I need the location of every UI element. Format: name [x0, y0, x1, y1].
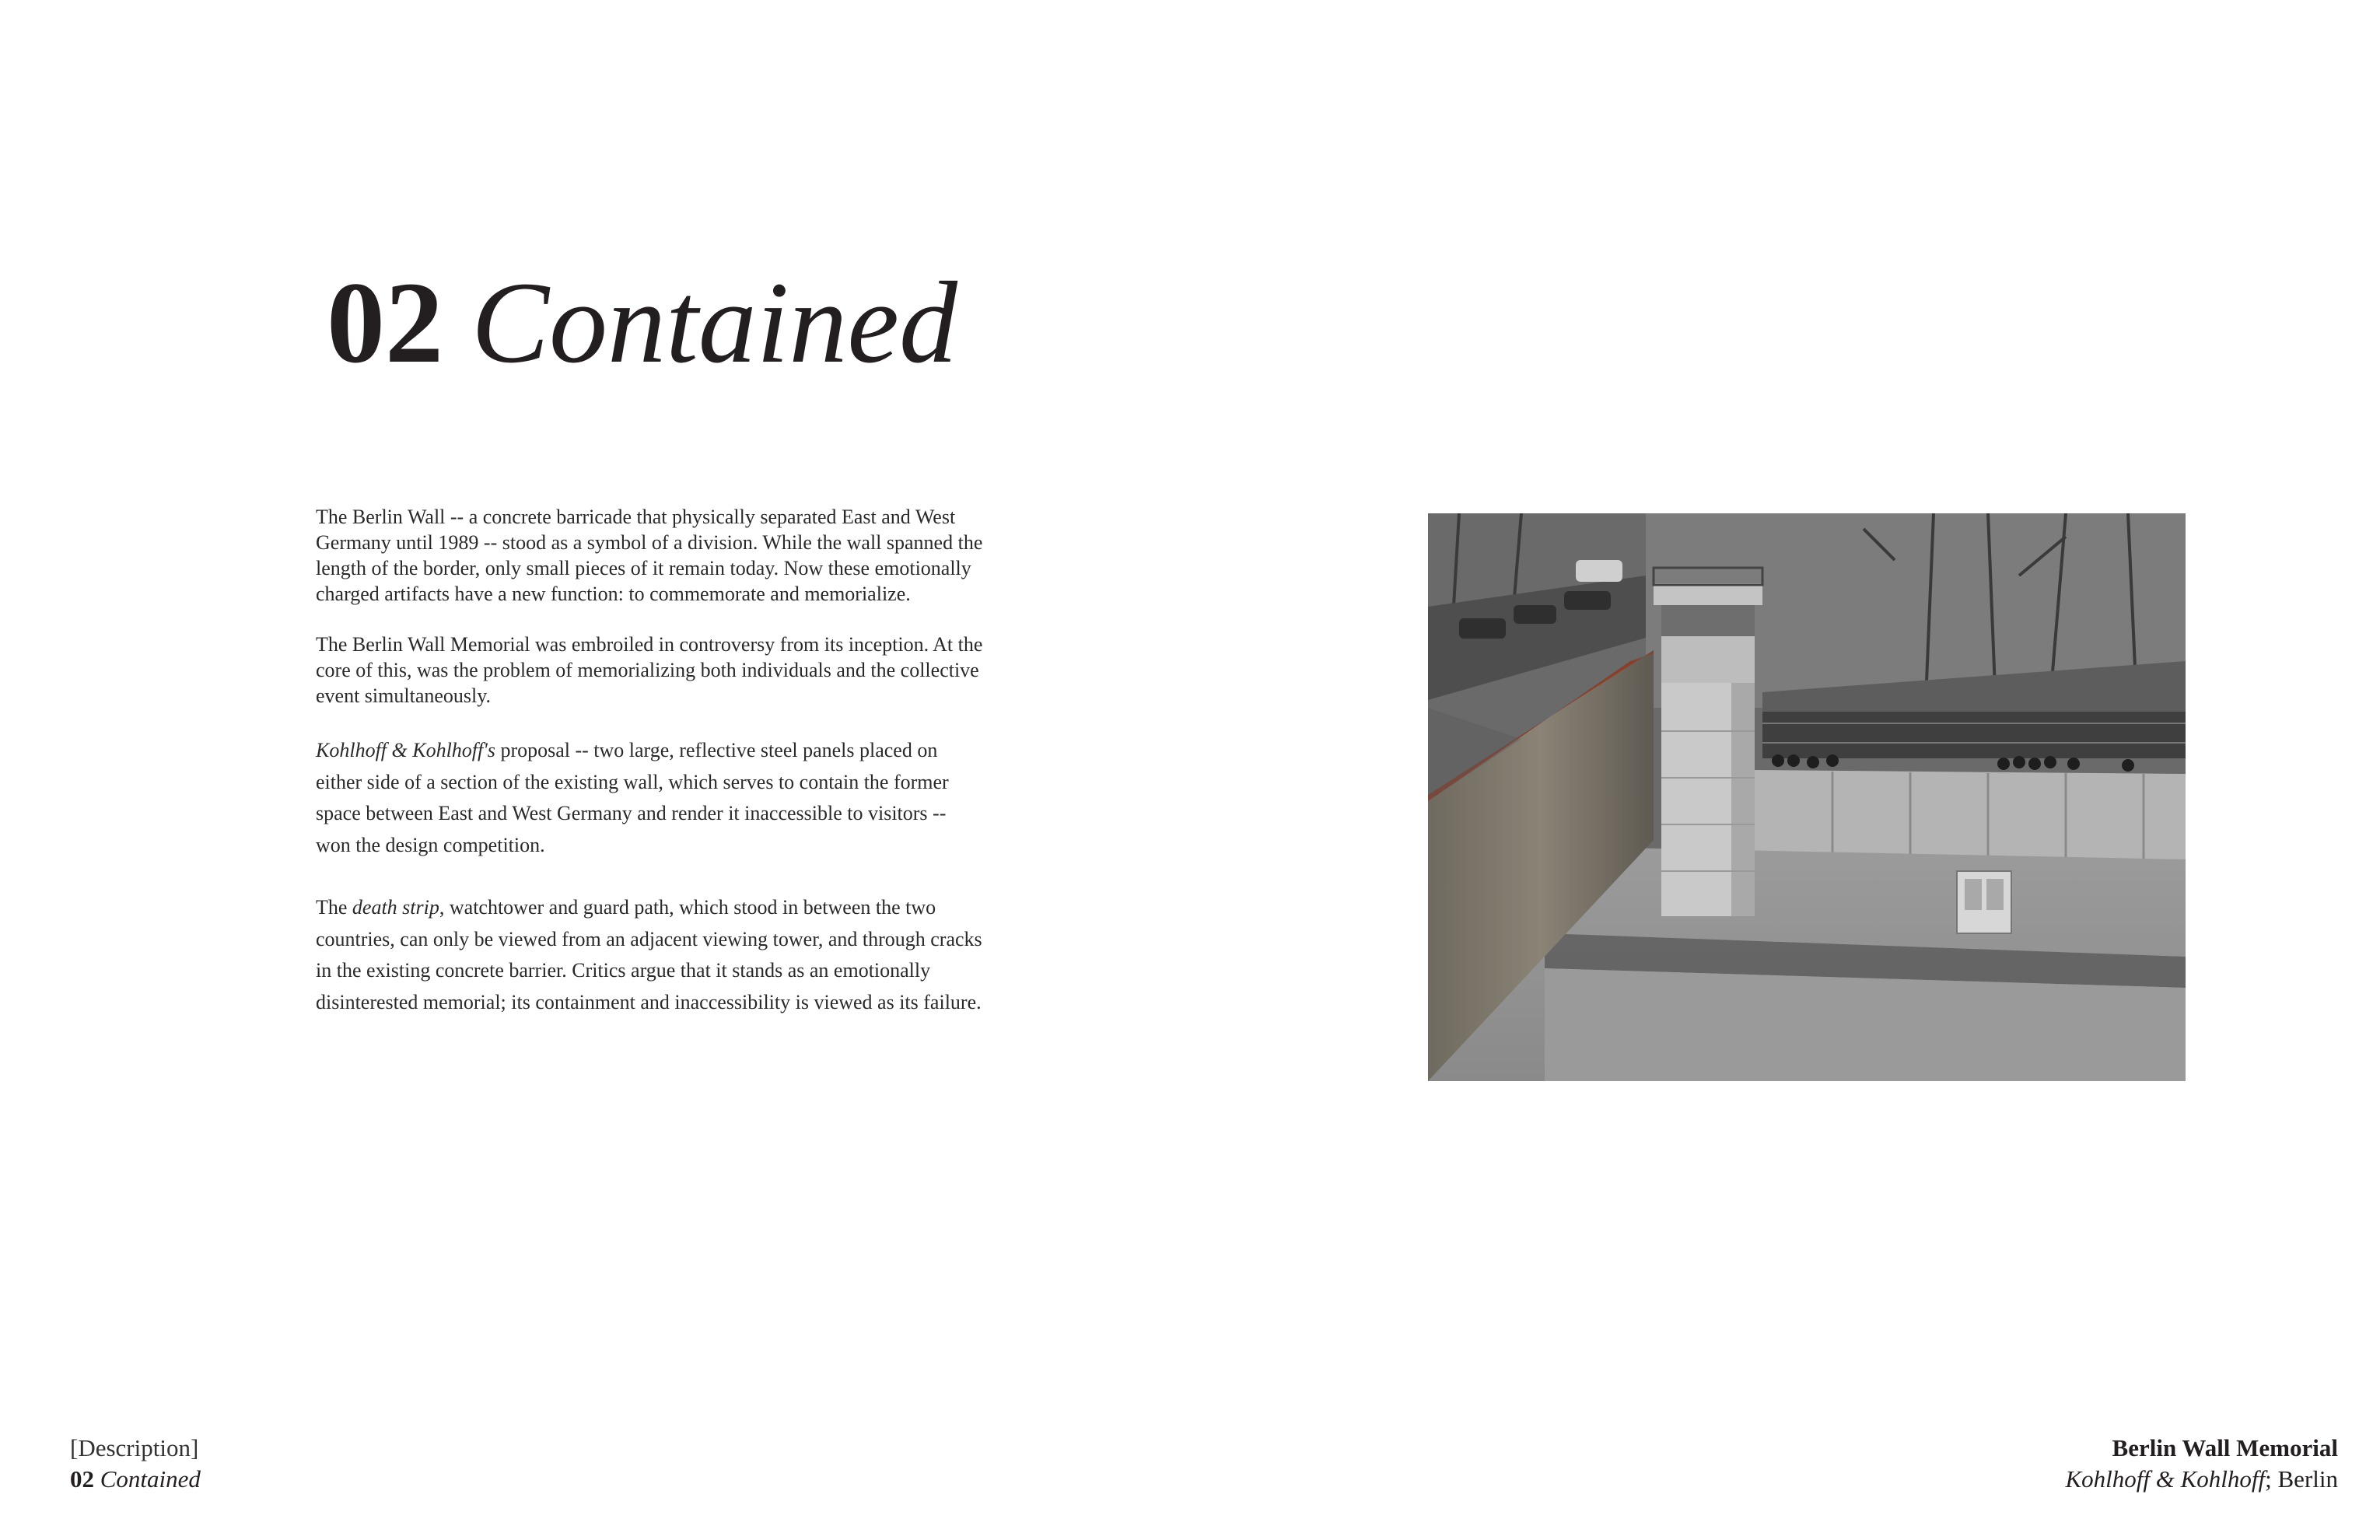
title-word: Contained [471, 258, 957, 387]
footer-project-label [2065, 1433, 2338, 1495]
title-number: 02 [327, 258, 443, 387]
footer-section-label [70, 1433, 201, 1495]
footer-city: ; Berlin [2265, 1465, 2338, 1493]
paragraph-controversy: The Berlin Wall Memorial was embroiled in controversy from its inception. At the core of this, was the problem of memorializing both individuals and the collective event simultaneously. [316, 633, 983, 707]
paragraph-intro: The Berlin Wall -- a concrete barricade that physically separated East and West Germany until 1989 -- stood as a symbol of a division. While the wall spanned the length of the border, only small pieces of it remain today. Now these emotionally charged artifacts have a new function: to commemorate and memorialize. [316, 506, 983, 605]
paragraph-death-strip [316, 892, 985, 1018]
footer-project-title: Berlin Wall Memorial [2112, 1434, 2338, 1461]
proposal-text: proposal -- two large, reflective steel panels placed on either side of a section of the existing wall, which serves to contain the former space between East and West Germany and render it inaccessible to visitors -- won the design competition. [316, 739, 949, 856]
death-strip-term: death strip [352, 896, 439, 919]
footer-section: [Description] [70, 1434, 199, 1461]
footer-architects: Kohlhoff & Kohlhoff [2065, 1465, 2266, 1493]
footer-chapter-number: 02 [70, 1465, 94, 1493]
footer-chapter-word: Contained [100, 1465, 201, 1493]
architects-name: Kohlhoff & Kohlhoff's [316, 739, 495, 761]
footer-chapter [70, 1464, 201, 1495]
paragraph-proposal [316, 735, 985, 861]
death-strip-lead: The [316, 896, 352, 919]
memorial-photo [1428, 513, 2186, 1081]
page-title [327, 258, 957, 387]
death-strip-text: , watchtower and guard path, which stood in between the two countries, can only be viewed from an adjacent viewing tower, and through cracks in the existing concrete barrier. Critics argue that it stands as an emotionally disinterested memorial; its containment and inaccessibility is viewed as its failure. [316, 896, 982, 1013]
description-text [316, 504, 985, 1018]
footer-project-credit [2065, 1464, 2338, 1495]
